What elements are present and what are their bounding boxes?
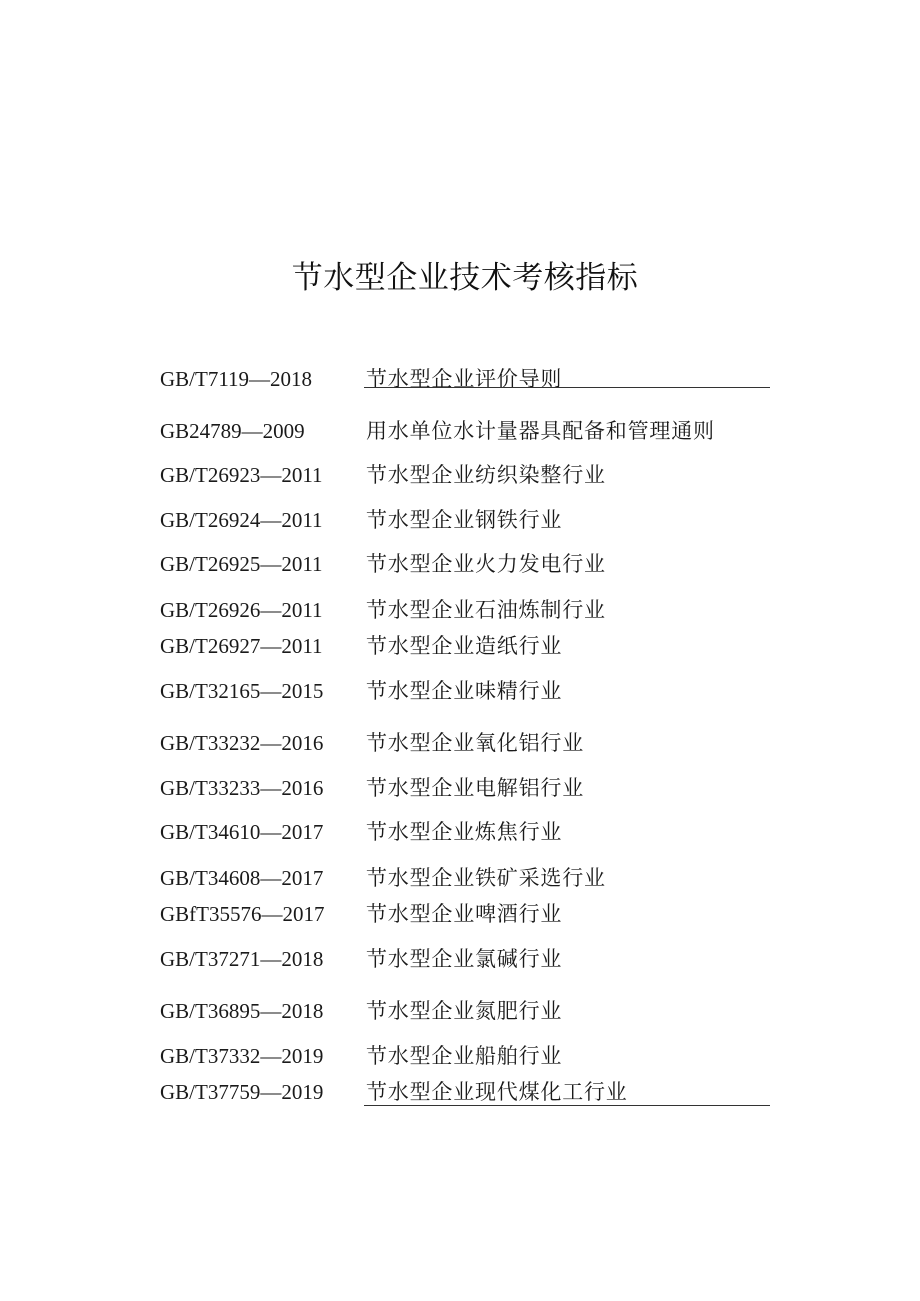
standard-code: GB/T7119—2018 — [160, 367, 313, 391]
standard-name: 节水型企业氧化铝行业 — [366, 731, 584, 755]
standard-row — [160, 773, 770, 803]
standard-name: 节水型企业火力发电行业 — [366, 552, 606, 576]
page-title: 节水型企业技术考核指标 — [291, 260, 639, 296]
standard-row — [160, 364, 770, 394]
standard-code: GB/T26927—2011 — [160, 634, 323, 658]
standard-row — [160, 505, 770, 535]
bottom-underline — [364, 1105, 770, 1106]
standard-row — [160, 676, 770, 706]
standard-code: GB/T37271—2018 — [160, 947, 324, 971]
standard-code: GBfT35576—2017 — [160, 902, 325, 926]
standard-name: 节水型企业氯碱行业 — [366, 947, 563, 971]
standard-code: GB/T37332—2019 — [160, 1044, 324, 1068]
standard-name: 节水型企业造纸行业 — [366, 634, 563, 658]
standard-code: GB/T33233—2016 — [160, 776, 324, 800]
standard-name: 节水型企业钢铁行业 — [366, 508, 563, 532]
standard-row — [160, 728, 770, 758]
standard-name: 节水型企业电解铝行业 — [366, 776, 584, 800]
standard-code: GB/T26925—2011 — [160, 552, 323, 576]
standard-row — [160, 549, 770, 579]
standard-name: 节水型企业铁矿采选行业 — [366, 866, 606, 890]
standard-code: GB/T36895—2018 — [160, 999, 324, 1023]
standard-name: 节水型企业现代煤化工行业 — [366, 1080, 628, 1104]
standard-code: GB/T33232—2016 — [160, 731, 324, 755]
standard-code: GB/T26926—2011 — [160, 598, 323, 622]
standard-row — [160, 996, 770, 1026]
standard-code: GB/T37759—2019 — [160, 1080, 324, 1104]
standard-name: 节水型企业纺织染整行业 — [366, 463, 606, 487]
standard-row — [160, 1041, 770, 1071]
standard-row — [160, 944, 770, 974]
standard-name: 节水型企业氮肥行业 — [366, 999, 563, 1023]
standard-code: GB/T26923—2011 — [160, 463, 323, 487]
standard-row — [160, 460, 770, 490]
standard-name: 用水单位水计量器具配备和管理通则 — [366, 419, 715, 443]
standard-row — [160, 899, 770, 929]
standard-code: GB/T34608—2017 — [160, 866, 324, 890]
standard-row — [160, 631, 770, 661]
standard-row — [160, 817, 770, 847]
standard-name: 节水型企业石油炼制行业 — [366, 598, 606, 622]
standard-name: 节水型企业船舶行业 — [366, 1044, 563, 1068]
standard-code: GB/T32165—2015 — [160, 679, 324, 703]
standard-row — [160, 863, 770, 893]
standard-row — [160, 416, 770, 446]
standard-code: GB/T26924—2011 — [160, 508, 323, 532]
top-underline — [364, 387, 770, 388]
standard-code: GB24789—2009 — [160, 419, 305, 443]
standard-name: 节水型企业评价导则 — [366, 367, 563, 391]
standard-code: GB/T34610—2017 — [160, 820, 324, 844]
standard-name: 节水型企业味精行业 — [366, 679, 563, 703]
standard-name: 节水型企业啤酒行业 — [366, 902, 563, 926]
standard-row — [160, 1077, 770, 1107]
standard-name: 节水型企业炼焦行业 — [366, 820, 563, 844]
standard-row — [160, 595, 770, 625]
